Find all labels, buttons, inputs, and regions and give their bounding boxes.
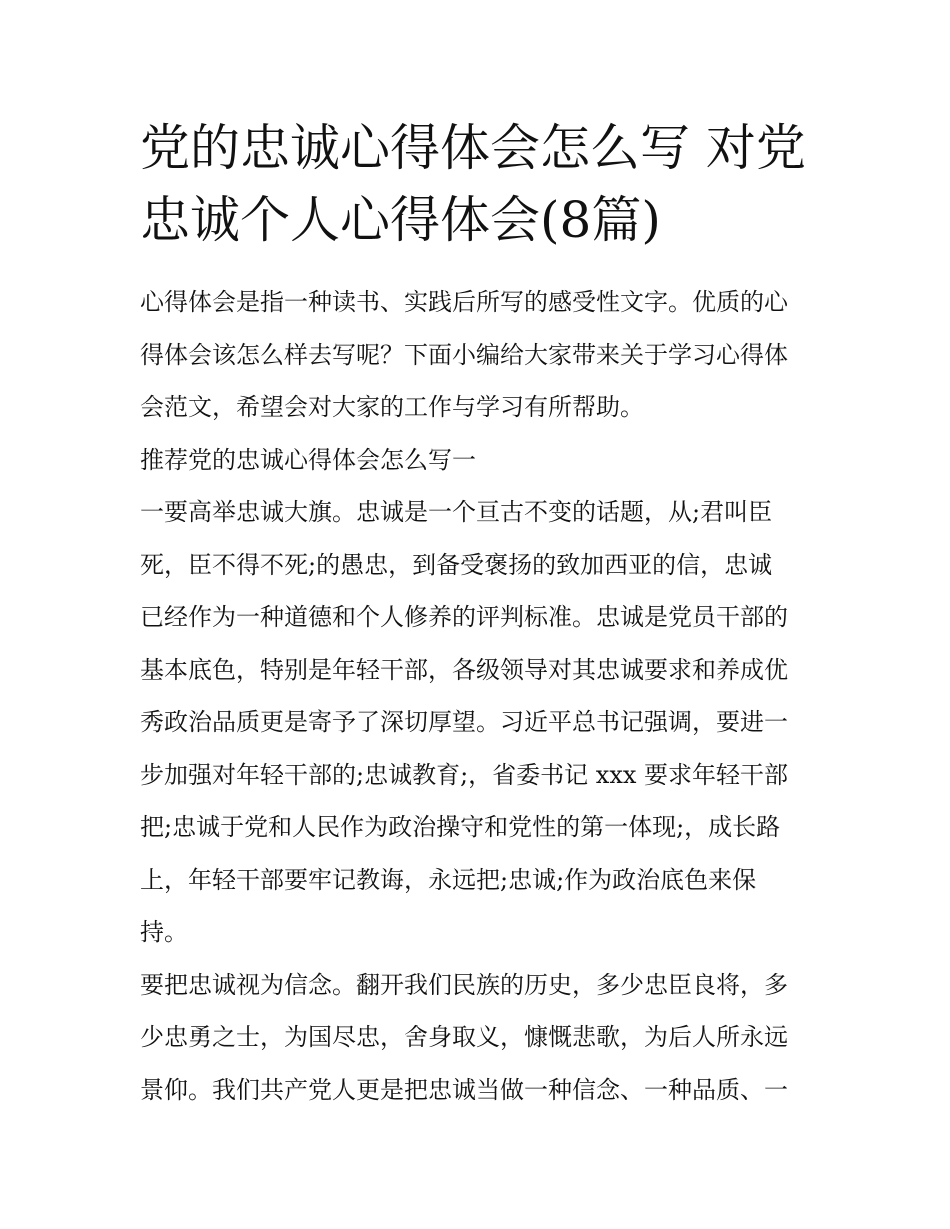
text-line: 上，年轻干部要牢记教诲，永远把;忠诚;作为政治底色来保 xyxy=(140,865,757,894)
section-heading xyxy=(140,434,812,487)
text-line: 把;忠诚于党和人民作为政治操守和党性的第一体现;，成长路 xyxy=(140,813,781,841)
document-body xyxy=(140,276,812,1116)
text-line: 心得体会是指一种读书、实践后所写的感受性文字。优质的心 xyxy=(140,288,788,316)
text-line: 要把忠诚视为信念。翻开我们民族的历史，多少忠臣良将，多 xyxy=(140,970,788,999)
text-line: 会范文，希望会对大家的工作与学习有所帮助。 xyxy=(140,393,644,421)
text-line: 秀政治品质更是寄予了深切厚望。习近平总书记强调，要进一 xyxy=(140,708,788,736)
text-line: 步加强对年轻干部的;忠诚教育;，省委书记 xxx 要求年轻干部 xyxy=(140,760,789,789)
body-paragraph xyxy=(140,486,812,959)
intro-paragraph xyxy=(140,276,812,434)
document-title: 党的忠诚心得体会怎么写 对党忠诚个人心得体会(8篇) xyxy=(140,119,806,249)
text-line: 一要高举忠诚大旗。忠诚是一个亘古不变的话题，从;君叫臣 xyxy=(140,498,773,526)
body-paragraph xyxy=(140,959,812,1117)
text-line: 基本底色，特别是年轻干部，各级领导对其忠诚要求和养成优 xyxy=(140,655,788,684)
text-line: 得体会该怎么样去写呢？下面小编给大家带来关于学习心得体 xyxy=(140,340,788,369)
text-line: 少忠勇之士，为国尽忠，舍身取义，慷慨悲歌，为后人所永远 xyxy=(140,1023,788,1051)
text-line: 死，臣不得不死;的愚忠，到备受褒扬的致加西亚的信，忠诚 xyxy=(140,550,773,579)
text-line: 景仰。我们共产党人更是把忠诚当做一种信念、一种品质、一 xyxy=(140,1075,788,1104)
text-line: 已经作为一种道德和个人修养的评判标准。忠诚是党员干部的 xyxy=(140,603,788,631)
text-line: 持。 xyxy=(140,918,188,946)
text-line: 推荐党的忠诚心得体会怎么写一 xyxy=(140,445,476,474)
